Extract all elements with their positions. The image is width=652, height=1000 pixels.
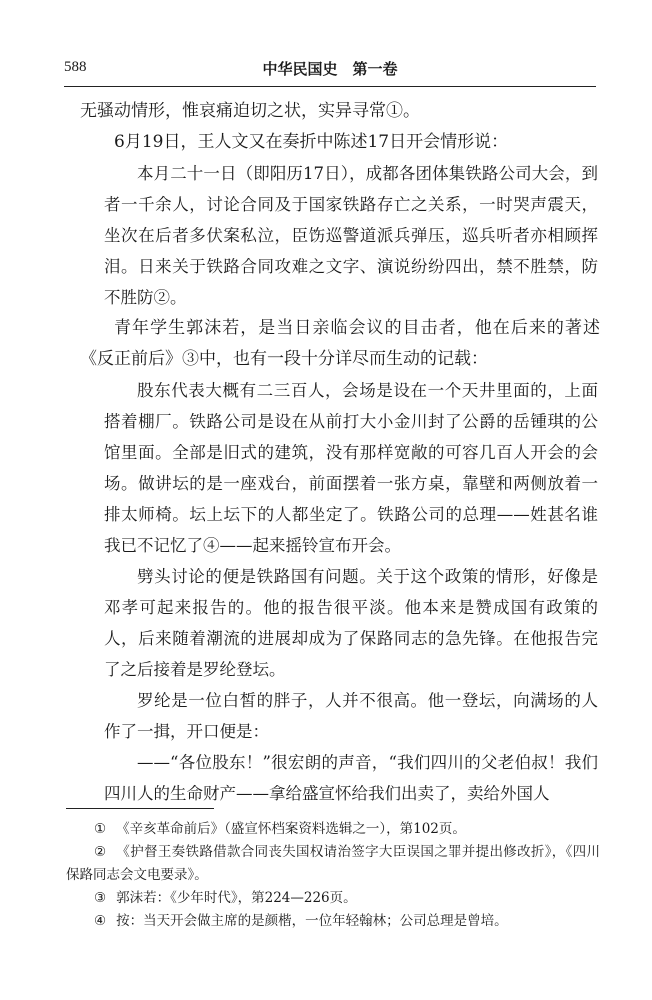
footnote-text: 郭沫若：《少年时代》，第224—226页。 [116,890,357,906]
footnote-text: 《护督王奏铁路借款合同丧失国权请治签字大臣误国之罪并提出修改折》，《四川保路同志会文电要录》。 [66,844,600,883]
paragraph: 6月19日，王人文又在奏折中陈述17日开会情形说： [114,132,509,152]
block-quote: 股东代表大概有二三百人，会场是设在一个天井里面的，上面搭着棚厂。铁路公司是设在从前打大小金川封了公爵的岳锺琪的公馆里面。全部是旧式的建筑，没有那样宽敞的可容几百人开会的会场。做讲坛的是一座戏台，前面摆着一张方桌，靠壁和两侧放着一排太师椅。坛上坛下的人都坐定了。铁路公司的总理——姓甚名谁我已不记忆了④——起来摇铃宣布开会。 [104,381,598,555]
footnote [66,818,600,841]
running-title: 中华民国史 第一卷 [262,60,398,78]
page-header [64,56,596,87]
block-quote: 本月二十一日（即阳历17日），成都各团体集铁路公司大会，到者一千余人，讨论合同及于国家铁路存亡之关系，一时哭声震天，坐次在后者多伏案私泣，臣饬巡警道派兵弹压，巡兵听者亦相顾挥泪。日来关于铁路合同攻难之文字、演说纷纷四出，禁不胜禁，防不胜防②。 [104,164,598,307]
footnote-mark: ④ [94,913,107,929]
block-quote: ——“各位股东！”很宏朗的声音，“我们四川的父老伯叔！我们四川人的生命财产——拿给盛宣怀给我们出卖了，卖给外国人 [104,753,598,803]
footnote-mark: ② [94,844,107,860]
block-quote: 劈头讨论的便是铁路国有问题。关于这个政策的情形，好像是邓孝可起来报告的。他的报告很平淡。他本来是赞成国有政策的人，后来随着潮流的进展却成为了保路同志的急先锋。在他报告完了之后接着是罗纶登坛。 [104,567,598,679]
footnote [66,887,600,910]
footnote [66,841,600,887]
footnote-divider [66,808,214,809]
page-number: 588 [64,59,87,75]
footnotes [66,818,600,933]
footnote-text: 《辛亥革命前后》（盛宣怀档案资料选辑之一），第102页。 [116,821,466,837]
block-quote: 罗纶是一位白皙的胖子，人并不很高。他一登坛，向满场的人作了一揖，开口便是： [104,691,598,741]
footnote [66,910,600,933]
footnote-mark: ③ [94,890,107,906]
footnote-mark: ① [94,821,107,837]
body-text [80,96,600,809]
paragraph: 青年学生郭沫若，是当日亲临会议的目击者，他在后来的著述《反正前后》③中，也有一段十分详尽而生动的记载： [80,318,600,369]
footnote-text: 按：当天开会做主席的是颜楷，一位年轻翰林；公司总理是曾培。 [116,913,508,929]
paragraph: 无骚动情形，惟哀痛迫切之状，实异寻常①。 [80,101,420,121]
